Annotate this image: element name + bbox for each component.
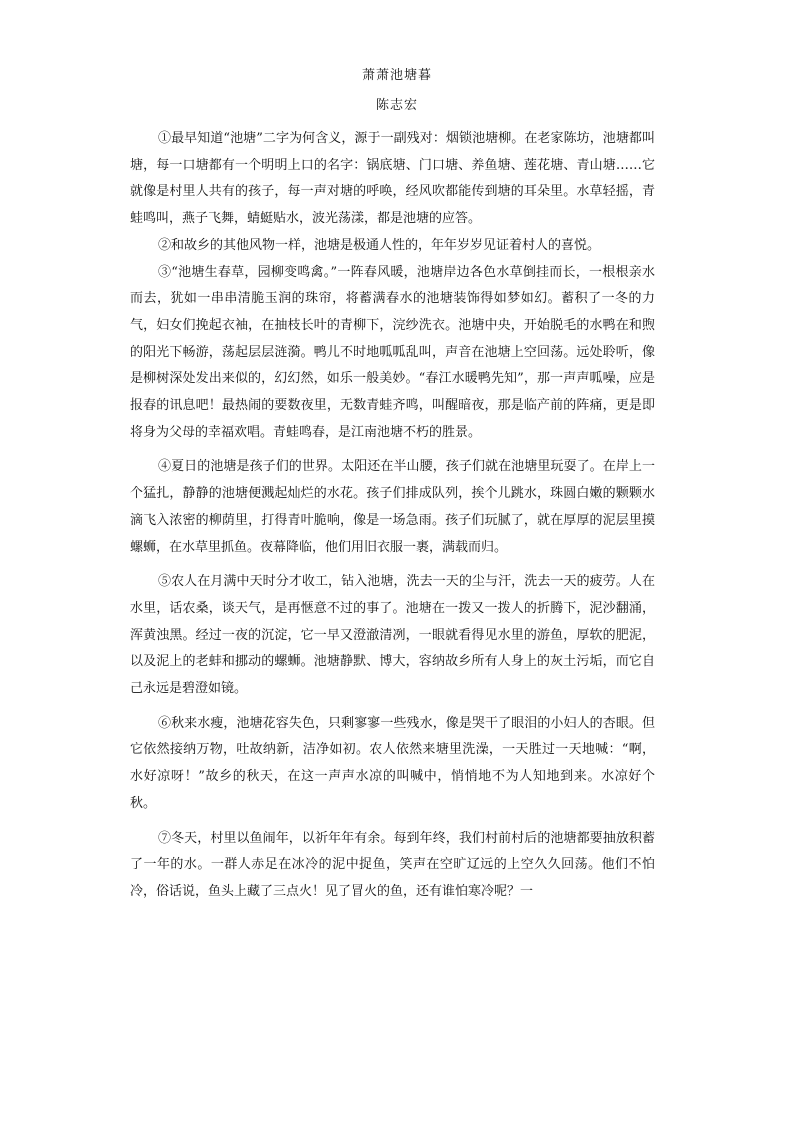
article-title: 萧萧池塘暮	[361, 68, 432, 83]
paragraph-7: ⑦冬天，村里以鱼闹年，以祈年年有余。每到年终，我们村前村后的池塘都要抽放积蓄了一年的水。一群人赤足在冰冷的泥中捉鱼，笑声在空旷辽远的上空久久回荡。他们不怕冷，俗话说，鱼头上藏了三点火！见了冒火的鱼，还有谁怕寒冷呢？一	[130, 830, 655, 899]
paragraph-5: ⑤农人在月满中天时分才收工，钻入池塘，洗去一天的尘与汗，洗去一天的疲劳。人在水里，话农桑，谈天气，是再惬意不过的事了。池塘在一拨又一拨人的折腾下，泥沙翻涌，浑黄浊黑。经过一夜的沉淀，它一早又澄澈清冽，一眼就看得见水里的游鱼，厚软的肥泥，以及泥上的老蚌和挪动的螺蛳。池塘静默、博大，容纳故乡所有人身上的灰土污垢，而它自己永远是碧澄如镜。	[130, 574, 655, 697]
paragraph-3: ③“池塘生春草，园柳变鸣禽。”一阵春风暖，池塘岸边各色水草倒挂而长，一根根亲水而去，犹如一串串清脆玉润的珠帘，将蓄满春水的池塘装饰得如梦如幻。蓄积了一冬的力气，妇女们挽起衣袖，在抽枝长叶的青柳下，浣纱洗衣。池塘中央，开始脱毛的水鸭在和煦的阳光下畅游，荡起层层涟漪。鸭儿不时地呱呱乱叫，声音在池塘上空回荡。远处聆听，像是柳树深处发出来似的，幻幻然，如乐一般美妙。“春江水暖鸭先知”，那一声声呱噪，应是报春的讯息吧！最热闹的要数夜里，无数青蛙齐鸣，叫醒暗夜，那是临产前的阵痛，更是即将身为父母的幸福欢唱。青蛙鸣春，是江南池塘不朽的胜景。	[130, 264, 655, 440]
paragraph-2: ②和故乡的其他风物一样，池塘是极通人性的，年年岁岁见证着村人的喜悦。	[158, 237, 601, 253]
paragraph-1: ①最早知道“池塘”二字为何含义，源于一副残对：烟锁池塘柳。在老家陈坊，池塘都叫塘，每一口塘都有一个明明上口的名字：锅底塘、门口塘、养鱼塘、莲花塘、青山塘……它就像是村里人共有的孩子，每一声对塘的呼唤，经风吹都能传到塘的耳朵里。水草轻摇，青蛙鸣叫，燕子飞舞，蜻蜓贴水，波光荡漾，都是池塘的应答。	[130, 131, 655, 227]
paragraph-6: ⑥秋来水瘦，池塘花容失色，只剩寥寥一些残水，像是哭干了眼泪的小妇人的杏眼。但它依然接纳万物，吐故纳新，洁净如初。农人依然来塘里洗澡，一天胜过一天地喊：“啊，水好凉呀！”故乡的秋天，在这一声声水凉的叫喊中，悄悄地不为人知地到来。水凉好个秋。	[130, 715, 655, 811]
article-author: 陈志宏	[375, 98, 418, 113]
article-body	[130, 126, 655, 906]
paragraph-4: ④夏日的池塘是孩子们的世界。太阳还在半山腰，孩子们就在池塘里玩耍了。在岸上一个猛扎，静静的池塘便溅起灿烂的水花。孩子们排成队列，挨个儿跳水，珠圆白嫩的颗颗水滴飞入浓密的柳荫里，打得青叶脆响，像是一场急雨。孩子们玩腻了，就在厚厚的泥层里摸螺蛳，在水草里抓鱼。夜幕降临，他们用旧衣服一裹，满载而归。	[130, 459, 655, 555]
